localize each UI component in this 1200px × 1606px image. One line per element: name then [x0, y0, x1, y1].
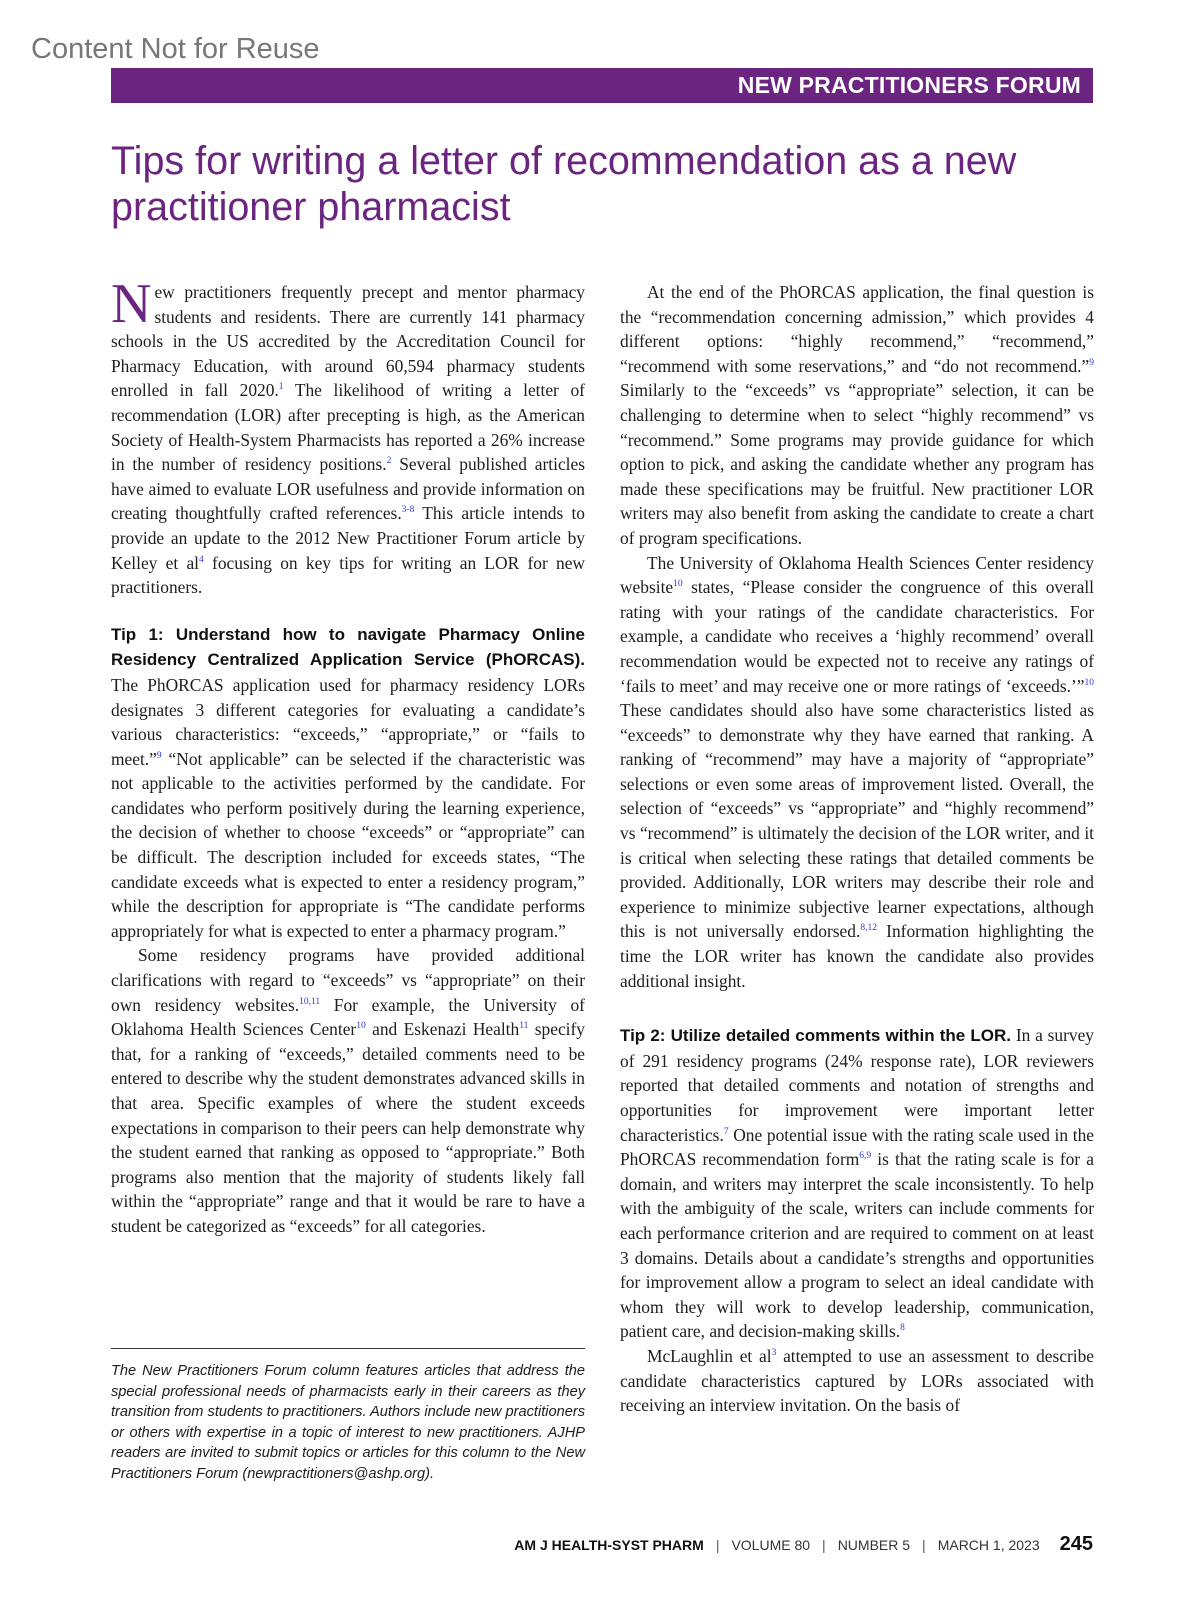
citation-link[interactable]: 10: [356, 1021, 366, 1032]
footer-journal: AM J HEALTH-SYST PHARM: [514, 1537, 704, 1553]
text-run: is that the rating scale is for a domain, and writers may interpret the scale inconsistently. To help with the ambiguity of the scale, writers can include comments for each performance criterion and are required to comment on at least 3 domains. Details about a candidate’s strengths and opportunities for improvement allow a program to select an ideal candidate with whom they will work to develop leadership, communication, patient care, and decision-making skills.: [620, 1149, 1095, 1342]
tip1-paragraph: [111, 622, 585, 944]
text-run: For example, the University of Oklahoma Health Sciences Center: [111, 994, 585, 1040]
citation-link[interactable]: 9: [156, 750, 162, 761]
watermark-text: Content Not for Reuse: [31, 33, 320, 65]
citation-link[interactable]: 10,11: [299, 996, 321, 1007]
tip2-paragraph: [620, 1023, 1094, 1344]
text-run: states, “Please consider the congruence of this overall rating with your ratings of the candidate characteristics. For example, a candidate who receives a ‘highly recommend’ overall recommendation would be expected not to receive any ratings of ‘fails to meet’ and may receive one or more ratings of ‘exceeds.’”: [620, 577, 1094, 696]
footer-number: NUMBER 5: [837, 1537, 911, 1553]
tip1-heading: Tip 1: Understand how to navigate Pharmacy Online Residency Centralized Application Service (PhORCAS).: [111, 624, 585, 670]
citation-link[interactable]: 10: [673, 579, 683, 590]
section-banner: NEW PRACTITIONERS FORUM: [111, 68, 1093, 103]
text-run: Information highlighting the time the LOR writer has known the candidate also provides additional insight.: [620, 921, 1094, 991]
citation-link[interactable]: 10: [1084, 677, 1094, 688]
text-run: This article intends to provide an update to the 2012 New Practitioner Forum article by Kelley et al: [111, 503, 585, 573]
text-run: The PhORCAS application used for pharmacy residency LORs designates 3 different categories for evaluating a candidate’s various characteristics: “exceeds,” “appropriate,” or “fails to meet.”: [111, 674, 585, 769]
text-run: Several published articles have aimed to evaluate LOR usefulness and provide information on creating thoughtfully crafted references.: [111, 454, 585, 524]
text-run: One potential issue with the rating scale used in the PhORCAS recommendation form: [620, 1124, 1094, 1170]
footer-date: MARCH 1, 2023: [937, 1537, 1040, 1553]
body-paragraph: [620, 1344, 1094, 1418]
text-run: McLaughlin et al: [647, 1345, 772, 1366]
text-run: At the end of the PhORCAS application, the final question is the “recommendation concerning admission,” which provides 4 different options: “highly recommend,” “recommend,” “recommend with some reservations,” and “do not recommend.”: [620, 282, 1094, 376]
page-number: 245: [1059, 1533, 1093, 1555]
footer-volume: VOLUME 80: [731, 1537, 811, 1553]
citation-link[interactable]: 3: [771, 1348, 777, 1359]
citation-link[interactable]: 4: [199, 554, 204, 565]
citation-link[interactable]: 8: [900, 1323, 905, 1334]
body-paragraph: [620, 551, 1094, 994]
right-column: [620, 280, 1094, 1502]
article-title: Tips for writing a letter of recommendation as a new practitioner pharmacist: [111, 139, 1017, 229]
citation-link[interactable]: 1: [278, 382, 284, 393]
text-run: Some residency programs have provided additional clarifications with regard to “exceeds” vs “appropriate” on their own residency websites.: [111, 945, 585, 1015]
text-run: “Not applicable” can be selected if the characteristic was not applicable to the activities performed by the candidate. For candidates who perform positively during the learning experience, the decision of whether to choose “exceeds” or “appropriate” can be difficult. The description included for exceeds states, “The candidate exceeds what is expected to enter a residency program,” while the description for appropriate is “The candidate performs appropriately for what is expected to enter a pharmacy program.”: [111, 748, 585, 941]
column-note: The New Practitioners Forum column features articles that address the special professional needs of pharmacists early in their careers as they transition from students to practitioners. Authors include new practitioners or others with expertise in a topic of interest to new practitioners. AJHP readers are invited to submit topics or articles for this column to the New Practitioners Forum (newpractitioners@ashp.org).: [111, 1363, 585, 1482]
text-run: ew practitioners frequently precept and mentor pharmacy students and residents. There are currently 141 pharmacy schools in the US accredited by the Accreditation Council for Pharmacy Education, with around 60,594 pharmacy students enrolled in fall 2020.: [111, 282, 585, 401]
citation-link[interactable]: 3-8: [401, 505, 415, 516]
text-run: The likelihood of writing a letter of recommendation (LOR) after precepting is high, as the American Society of Health-System Pharmacists has reported a 26% increase in the number of residency positions.: [111, 380, 585, 475]
note-divider: [111, 1348, 585, 1349]
citation-link[interactable]: 8,12: [860, 923, 877, 934]
footer-separator: |: [715, 1537, 720, 1553]
left-column: [111, 273, 585, 1325]
footer-separator: |: [822, 1537, 826, 1553]
drop-cap: N: [111, 273, 152, 335]
footer-separator: |: [922, 1537, 926, 1553]
body-paragraph: [620, 280, 1094, 551]
page-footer: [514, 1532, 1093, 1557]
text-run: These candidates should also have some characteristics listed as “exceeds” to demonstrate why they have earned that ranking. A ranking of “recommend” may have a majority of “appropriate” selections or even some areas of improvement listed. Overall, the selection of “exceeds” vs “appropriate” and “highly recommend” vs “recommend” is ultimately the decision of the LOR writer, and it is critical when selecting these ratings that detailed comments be provided. Additionally, LOR writers may describe their role and experience to minimize subjective learner expectations, although this is not universally endorsed.: [620, 700, 1094, 942]
intro-paragraph: [111, 273, 585, 600]
text-run: In a survey of 291 residency programs (24% response rate), LOR reviewers reported that detailed comments and notation of strengths and opportunities for improvement were important letter characteristics.: [620, 1025, 1094, 1145]
text-run: focusing on key tips for writing an LOR for new practitioners.: [111, 552, 585, 598]
text-run: The University of Oklahoma Health Sciences Center residency website: [620, 552, 1094, 598]
text-run: and Eskenazi Health: [365, 1019, 520, 1040]
text-run: specify that, for a ranking of “exceeds,” detailed comments need to be entered to describe why the student demonstrates advanced skills in that area. Specific examples of where the student exceeds expectations in comparison to their peers can help demonstrate why the student earned that ranking as opposed to “appropriate.” Both programs also mention that the majority of students likely fall within the “appropriate” range and that it would be rare to have a student be categorized as “exceeds” for all categories.: [111, 1019, 585, 1236]
citation-link[interactable]: 2: [386, 456, 392, 467]
text-run: attempted to use an assessment to describe candidate characteristics captured by LORs associated with receiving an interview invitation. On the basis of: [620, 1345, 1095, 1416]
text-run: Similarly to the “exceeds” vs “appropriate” selection, it can be challenging to determine when to select “highly recommend” vs “recommend.” Some programs may provide guidance for which option to pick, and asking the candidate whether any program has made these specifications may be fruitful. New practitioner LOR writers may also benefit from asking the candidate to create a chart of program specifications.: [620, 380, 1094, 548]
tip2-heading: Tip 2: Utilize detailed comments within the LOR.: [620, 1026, 1012, 1046]
body-paragraph: [111, 943, 585, 1238]
citation-link[interactable]: 7: [723, 1126, 729, 1137]
citation-link[interactable]: 9: [1089, 357, 1094, 368]
citation-link[interactable]: 6,9: [859, 1151, 872, 1162]
citation-link[interactable]: 11: [519, 1021, 529, 1032]
